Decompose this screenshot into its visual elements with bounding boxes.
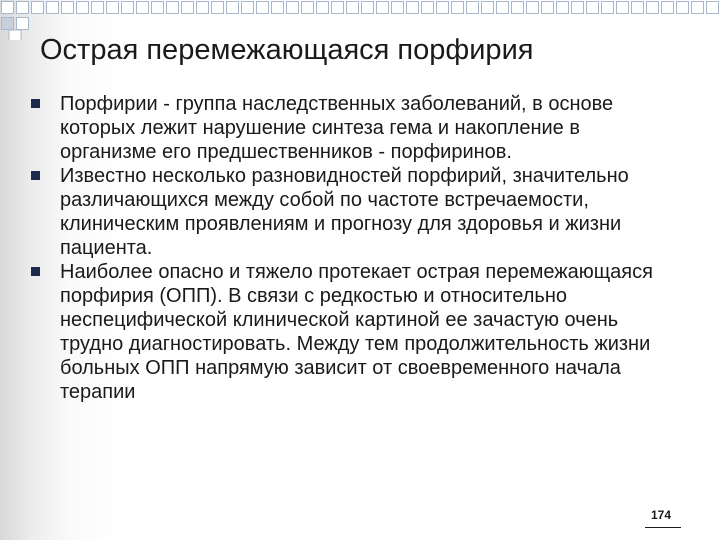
bullet-item (30, 164, 680, 260)
decorative-square (122, 2, 134, 14)
decorative-square (422, 2, 434, 14)
decorative-square (257, 2, 269, 14)
bullet-item (30, 92, 680, 164)
decorative-square (92, 2, 104, 14)
decorative-square (437, 2, 449, 14)
decorative-square (2, 18, 14, 30)
decorative-square (197, 2, 209, 14)
decorative-square (512, 2, 524, 14)
decorative-square (377, 2, 389, 14)
bullet-item (30, 260, 680, 404)
decorative-square (107, 2, 119, 14)
page-number: 174 (651, 508, 672, 522)
square-bullet-icon (31, 267, 40, 276)
slide-title: Острая перемежающаяся порфирия (40, 34, 534, 66)
decorative-square (662, 2, 674, 14)
decorative-square (77, 2, 89, 14)
decorative-square (587, 2, 599, 14)
decorative-square (62, 2, 74, 14)
decorative-square (497, 2, 509, 14)
decorative-square (707, 2, 719, 14)
decorative-square (677, 2, 689, 14)
decorative-square (332, 2, 344, 14)
decorative-square (9, 30, 21, 40)
decorative-square (137, 2, 149, 14)
footer-divider (645, 527, 681, 528)
decorative-square (572, 2, 584, 14)
decorative-square (527, 2, 539, 14)
decorative-square (152, 2, 164, 14)
square-bullet-icon (31, 99, 40, 108)
decorative-square (212, 2, 224, 14)
decorative-square (17, 2, 29, 14)
decorative-square (542, 2, 554, 14)
decorative-square (557, 2, 569, 14)
decorative-square (602, 2, 614, 14)
decorative-square (617, 2, 629, 14)
decorative-square (392, 2, 404, 14)
bullet-text: Порфирии - группа наследственных заболеваний, в основе которых лежит нарушение синтеза гема и накопление в организме его предшественников - порфиринов. (60, 93, 614, 163)
bullet-list (30, 92, 680, 404)
decorative-square (242, 2, 254, 14)
decorative-square (407, 2, 419, 14)
decorative-square (287, 2, 299, 14)
decorative-square (317, 2, 329, 14)
decorative-square (182, 2, 194, 14)
decorative-square (47, 2, 59, 14)
decorative-square (482, 2, 494, 14)
decorative-square (362, 2, 374, 14)
decorative-square (347, 2, 359, 14)
decorative-square (302, 2, 314, 14)
square-bullet-icon (31, 171, 40, 180)
decorative-square (632, 2, 644, 14)
decorative-square (17, 18, 29, 30)
decorative-square (692, 2, 704, 14)
decorative-square (167, 2, 179, 14)
bullet-text: Наиболее опасно и тяжело протекает острая перемежающаяся порфирия (ОПП). В связи с редкостью и относительно неспецифической клинической картиной ее зачастую очень трудно диагностировать. Между тем продолжительность жизни больных ОПП напрямую зависит от своевременного начала терапии (60, 261, 653, 403)
decorative-square (227, 2, 239, 14)
decorative-square (647, 2, 659, 14)
decorative-square (2, 2, 14, 14)
decorative-square (467, 2, 479, 14)
decorative-square (32, 2, 44, 14)
decorative-square (452, 2, 464, 14)
bullet-text: Известно несколько разновидностей порфирий, значительно различающихся между собой по частоте встречаемости, клиническим проявлениям и прогнозу для здоровья и жизни пациента. (60, 165, 629, 259)
decorative-square (272, 2, 284, 14)
